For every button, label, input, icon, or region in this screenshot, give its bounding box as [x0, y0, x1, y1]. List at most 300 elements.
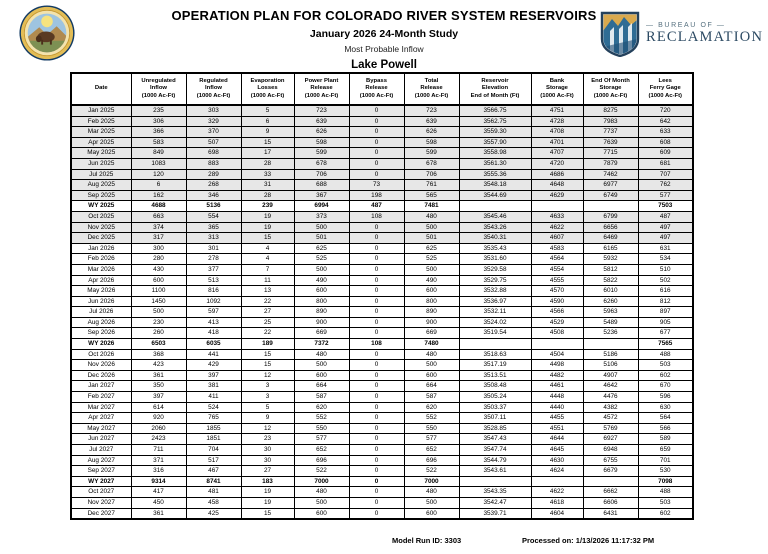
cell: 800 [294, 296, 349, 307]
cell: 503 [638, 497, 693, 508]
processed-timestamp: Processed on: 1/13/2026 11:17:32 PM [522, 536, 655, 545]
cell: 0 [349, 233, 404, 244]
cell: 897 [638, 307, 693, 318]
table-row [71, 286, 693, 297]
cell: Apr 2025 [71, 137, 131, 148]
cell: 497 [638, 233, 693, 244]
cell: 3519.54 [459, 328, 531, 339]
cell: 500 [404, 360, 459, 371]
cell: 381 [186, 381, 241, 392]
cell: 450 [131, 497, 186, 508]
cell: 361 [131, 508, 186, 519]
cell: 235 [131, 105, 186, 116]
cell: Jul 2025 [71, 169, 131, 180]
table-row [71, 307, 693, 318]
column-header-10: Lees Ferry Gage (1000 Ac-Ft) [638, 73, 693, 105]
cell: 4728 [531, 116, 583, 127]
cell: 900 [404, 317, 459, 328]
cell: 303 [186, 105, 241, 116]
cell: 6799 [583, 211, 638, 222]
table-row [71, 445, 693, 456]
cell: WY 2025 [71, 201, 131, 212]
bureau-of-label: — BUREAU OF — [646, 22, 726, 29]
cell: 373 [294, 211, 349, 222]
cell: 905 [638, 317, 693, 328]
cell: 577 [294, 434, 349, 445]
cell: 3543.61 [459, 466, 531, 477]
cell: 4708 [531, 127, 583, 138]
cell: 669 [294, 328, 349, 339]
cell: 608 [638, 137, 693, 148]
table-row [71, 211, 693, 222]
cell: 429 [186, 360, 241, 371]
table-row [71, 169, 693, 180]
cell: 3539.71 [459, 508, 531, 519]
cell: 3555.36 [459, 169, 531, 180]
cell: 268 [186, 180, 241, 191]
model-run-id: Model Run ID: 3303 [392, 536, 462, 545]
cell: 600 [294, 508, 349, 519]
table-row [71, 105, 693, 116]
table-row [71, 413, 693, 424]
cell: 7372 [294, 339, 349, 350]
cell: 696 [294, 455, 349, 466]
cell: 502 [638, 275, 693, 286]
cell: 503 [638, 360, 693, 371]
cell [459, 201, 531, 212]
reclamation-logo [600, 10, 764, 58]
cell: 365 [186, 222, 241, 233]
cell: 9314 [131, 476, 186, 487]
cell: 3518.63 [459, 349, 531, 360]
cell: 3547.74 [459, 445, 531, 456]
cell: 8275 [583, 105, 638, 116]
cell: 6 [131, 180, 186, 191]
cell: 3543.35 [459, 487, 531, 498]
cell: Jan 2025 [71, 105, 131, 116]
cell: 4551 [531, 423, 583, 434]
cell: 723 [404, 105, 459, 116]
cell [583, 339, 638, 350]
cell: 664 [294, 381, 349, 392]
cell: 2423 [131, 434, 186, 445]
cell: 4642 [583, 381, 638, 392]
cell: 0 [349, 466, 404, 477]
cell: 883 [186, 158, 241, 169]
cell: 350 [131, 381, 186, 392]
cell: 5186 [583, 349, 638, 360]
cell: 7503 [638, 201, 693, 212]
cell: 513 [186, 275, 241, 286]
reclamation-label: RECLAMATION [646, 29, 764, 45]
cell: 0 [349, 392, 404, 403]
cell: 3561.30 [459, 158, 531, 169]
cell [583, 476, 638, 487]
water-year-summary-row [71, 201, 693, 212]
cell: 3557.90 [459, 137, 531, 148]
table-row [71, 233, 693, 244]
lake-powell-operations-table [70, 72, 694, 520]
cell: 688 [294, 180, 349, 191]
cell: WY 2026 [71, 339, 131, 350]
cell: 73 [349, 180, 404, 191]
cell: 5 [241, 402, 294, 413]
column-header-1: Unregulated Inflow (1000 Ac-Ft) [131, 73, 186, 105]
cell: 670 [638, 381, 693, 392]
cell: 0 [349, 423, 404, 434]
cell: 530 [638, 466, 693, 477]
cell: 4570 [531, 286, 583, 297]
cell: 3532.11 [459, 307, 531, 318]
cell: 625 [404, 243, 459, 254]
cell: 0 [349, 127, 404, 138]
table-row [71, 328, 693, 339]
cell [583, 201, 638, 212]
cell: 3513.51 [459, 370, 531, 381]
cell: 720 [638, 105, 693, 116]
cell: 800 [404, 296, 459, 307]
cell: 4688 [131, 201, 186, 212]
cell: 458 [186, 497, 241, 508]
cell: Feb 2025 [71, 116, 131, 127]
cell: 5932 [583, 254, 638, 265]
cell: 0 [349, 349, 404, 360]
cell: 480 [404, 349, 459, 360]
cell: 4455 [531, 413, 583, 424]
cell: 3542.47 [459, 497, 531, 508]
cell: 602 [638, 508, 693, 519]
cell: 3529.75 [459, 275, 531, 286]
cell: 0 [349, 148, 404, 159]
cell: 198 [349, 190, 404, 201]
cell: Mar 2025 [71, 127, 131, 138]
cell: 0 [349, 455, 404, 466]
cell: 4630 [531, 455, 583, 466]
cell: 500 [404, 264, 459, 275]
cell: 8741 [186, 476, 241, 487]
cell: 500 [294, 264, 349, 275]
cell: 6749 [583, 190, 638, 201]
cell: Jun 2025 [71, 158, 131, 169]
cell: 609 [638, 148, 693, 159]
cell: 497 [638, 222, 693, 233]
cell: 1450 [131, 296, 186, 307]
cell: 13 [241, 286, 294, 297]
cell: 500 [294, 497, 349, 508]
cell: 4645 [531, 445, 583, 456]
cell: 7480 [404, 339, 459, 350]
cell: Dec 2025 [71, 233, 131, 244]
cell: 361 [131, 370, 186, 381]
cell: 564 [638, 413, 693, 424]
table-row [71, 370, 693, 381]
column-header-4: Power Plant Release (1000 Ac-Ft) [294, 73, 349, 105]
cell: 1092 [186, 296, 241, 307]
cell: Jun 2027 [71, 434, 131, 445]
cell: 5 [241, 105, 294, 116]
cell: 22 [241, 296, 294, 307]
cell: Dec 2027 [71, 508, 131, 519]
cell: 316 [131, 466, 186, 477]
cell: 3507.11 [459, 413, 531, 424]
cell [531, 201, 583, 212]
cell: 600 [294, 286, 349, 297]
cell: 602 [638, 370, 693, 381]
cell: 487 [638, 211, 693, 222]
cell: 534 [638, 254, 693, 265]
cell: 4566 [531, 307, 583, 318]
cell: 587 [404, 392, 459, 403]
cell: 5489 [583, 317, 638, 328]
cell: 480 [294, 487, 349, 498]
cell: 441 [186, 349, 241, 360]
table-row [71, 497, 693, 508]
column-header-5: Bypass Release (1000 Ac-Ft) [349, 73, 404, 105]
cell: 15 [241, 137, 294, 148]
cell: 0 [349, 370, 404, 381]
table-row [71, 222, 693, 233]
cell: 15 [241, 508, 294, 519]
table-row [71, 487, 693, 498]
cell: 15 [241, 233, 294, 244]
cell: 3562.75 [459, 116, 531, 127]
cell: 5136 [186, 201, 241, 212]
cell: 704 [186, 445, 241, 456]
cell: 677 [638, 328, 693, 339]
table-row [71, 455, 693, 466]
cell: 4555 [531, 275, 583, 286]
column-header-2: Regulated Inflow (1000 Ac-Ft) [186, 73, 241, 105]
cell: 417 [131, 487, 186, 498]
cell: 620 [404, 402, 459, 413]
cell: 7737 [583, 127, 638, 138]
cell: 6010 [583, 286, 638, 297]
cell: 663 [131, 211, 186, 222]
table-row [71, 423, 693, 434]
cell: Jan 2026 [71, 243, 131, 254]
cell: 480 [404, 211, 459, 222]
column-header-9: End Of Month Storage (1000 Ac-Ft) [583, 73, 638, 105]
cell: Oct 2025 [71, 211, 131, 222]
cell: 7098 [638, 476, 693, 487]
cell: 565 [404, 190, 459, 201]
cell: 0 [349, 296, 404, 307]
cell: 430 [131, 264, 186, 275]
table-row [71, 275, 693, 286]
cell [459, 476, 531, 487]
cell: 723 [294, 105, 349, 116]
table-header-row [71, 73, 693, 105]
cell: 3524.02 [459, 317, 531, 328]
cell: 3558.98 [459, 148, 531, 159]
cell: 3544.79 [459, 455, 531, 466]
cell: 6260 [583, 296, 638, 307]
cell: 317 [131, 233, 186, 244]
cell: 488 [638, 349, 693, 360]
cell: 3508.48 [459, 381, 531, 392]
cell: 4629 [531, 190, 583, 201]
cell: 490 [404, 275, 459, 286]
cell: 6606 [583, 497, 638, 508]
cell: 27 [241, 466, 294, 477]
cell: 765 [186, 413, 241, 424]
cell: 377 [186, 264, 241, 275]
cell: 6662 [583, 487, 638, 498]
cell: 488 [638, 487, 693, 498]
cell: 19 [241, 222, 294, 233]
cell: 0 [349, 445, 404, 456]
cell: Apr 2027 [71, 413, 131, 424]
cell: 3 [241, 381, 294, 392]
cell: 425 [186, 508, 241, 519]
cell: 490 [294, 275, 349, 286]
cell: 587 [294, 392, 349, 403]
cell: 678 [294, 158, 349, 169]
cell: 524 [186, 402, 241, 413]
cell: 28 [241, 158, 294, 169]
cell: 4482 [531, 370, 583, 381]
cell: 367 [294, 190, 349, 201]
cell: 4907 [583, 370, 638, 381]
cell: 600 [404, 370, 459, 381]
cell: 183 [241, 476, 294, 487]
cell: 711 [131, 445, 186, 456]
cell: 4607 [531, 233, 583, 244]
cell: 4618 [531, 497, 583, 508]
cell: 816 [186, 286, 241, 297]
cell: 12 [241, 370, 294, 381]
cell: 6165 [583, 243, 638, 254]
cell: 6 [241, 116, 294, 127]
cell [459, 339, 531, 350]
cell: 0 [349, 476, 404, 487]
cell: 598 [404, 137, 459, 148]
cell: 707 [638, 169, 693, 180]
table-row [71, 296, 693, 307]
table-row [71, 466, 693, 477]
cell: 6994 [294, 201, 349, 212]
cell: 3566.75 [459, 105, 531, 116]
cell: 3532.88 [459, 286, 531, 297]
cell: 31 [241, 180, 294, 191]
table-row [71, 317, 693, 328]
cell: 631 [638, 243, 693, 254]
table-row [71, 243, 693, 254]
cell: 418 [186, 328, 241, 339]
cell: 600 [294, 370, 349, 381]
cell: 413 [186, 317, 241, 328]
cell: 306 [131, 116, 186, 127]
cell: 397 [186, 370, 241, 381]
cell: 3 [241, 392, 294, 403]
cell: 19 [241, 211, 294, 222]
cell: 239 [241, 201, 294, 212]
cell: 4583 [531, 243, 583, 254]
cell: 4 [241, 243, 294, 254]
cell: 6948 [583, 445, 638, 456]
cell: 652 [294, 445, 349, 456]
cell: Mar 2026 [71, 264, 131, 275]
cell: 108 [349, 211, 404, 222]
cell: 4508 [531, 328, 583, 339]
cell: 30 [241, 445, 294, 456]
cell: 481 [186, 487, 241, 498]
cell: Jun 2026 [71, 296, 131, 307]
table-row [71, 349, 693, 360]
cell: May 2027 [71, 423, 131, 434]
study-subtitle: January 2026 24-Month Study [309, 28, 459, 40]
cell: 3505.24 [459, 392, 531, 403]
cell: 6656 [583, 222, 638, 233]
cell: 4720 [531, 158, 583, 169]
cell: 301 [186, 243, 241, 254]
cell: Nov 2026 [71, 360, 131, 371]
cell: 501 [404, 233, 459, 244]
cell: 501 [294, 233, 349, 244]
cell: 4622 [531, 222, 583, 233]
cell: 3545.46 [459, 211, 531, 222]
cell: 19 [241, 497, 294, 508]
cell: 706 [294, 169, 349, 180]
cell: 0 [349, 328, 404, 339]
cell: 5812 [583, 264, 638, 275]
cell: 6679 [583, 466, 638, 477]
cell: 696 [404, 455, 459, 466]
column-header-6: Total Release (1000 Ac-Ft) [404, 73, 459, 105]
table-row [71, 360, 693, 371]
cell: 0 [349, 317, 404, 328]
cell: 0 [349, 254, 404, 265]
cell: 1855 [186, 423, 241, 434]
cell: 762 [638, 180, 693, 191]
cell: 4644 [531, 434, 583, 445]
cell [531, 476, 583, 487]
cell: 11 [241, 275, 294, 286]
cell: 4448 [531, 392, 583, 403]
cell: 370 [186, 127, 241, 138]
cell: 522 [404, 466, 459, 477]
cell: 3559.30 [459, 127, 531, 138]
cell: 4751 [531, 105, 583, 116]
cell: 329 [186, 116, 241, 127]
cell: 289 [186, 169, 241, 180]
cell: 589 [638, 434, 693, 445]
cell: 9 [241, 413, 294, 424]
cell: 3531.60 [459, 254, 531, 265]
cell: 552 [294, 413, 349, 424]
table-row [71, 264, 693, 275]
cell: 626 [294, 127, 349, 138]
cell: 33 [241, 169, 294, 180]
reclamation-wordmark [646, 22, 763, 46]
cell: 599 [404, 148, 459, 159]
cell: 5106 [583, 360, 638, 371]
cell: 620 [294, 402, 349, 413]
cell: 7639 [583, 137, 638, 148]
cell: 423 [131, 360, 186, 371]
reclamation-shield-icon [600, 11, 640, 57]
table-row [71, 116, 693, 127]
table-row [71, 158, 693, 169]
cell: 6977 [583, 180, 638, 191]
cell: 4 [241, 254, 294, 265]
cell: 920 [131, 413, 186, 424]
cell: 0 [349, 381, 404, 392]
cell: 7715 [583, 148, 638, 159]
cell: 17 [241, 148, 294, 159]
cell: 260 [131, 328, 186, 339]
cell: 4624 [531, 466, 583, 477]
